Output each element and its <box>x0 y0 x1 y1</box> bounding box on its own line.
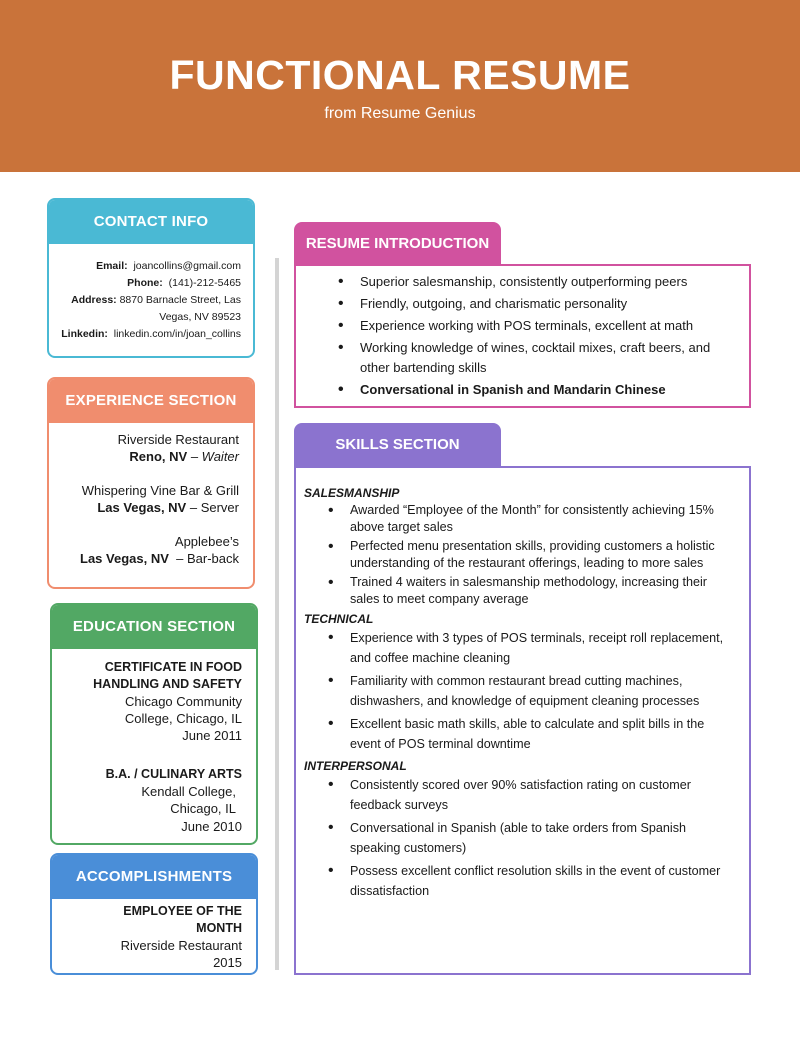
accomplishments-heading: ACCOMPLISHMENTS <box>52 855 256 899</box>
list-item: • Awarded “Employee of the Month” for consistently achieving 15% above target sales <box>296 502 749 536</box>
list-item: • Experience working with POS terminals, excellent at math <box>296 316 749 336</box>
degree-line1: B.A. / CULINARY ARTS <box>105 767 242 781</box>
linkedin-label: Linkedin: <box>61 328 108 340</box>
skill-list <box>296 628 749 754</box>
position-line <box>59 448 239 465</box>
phone-value: (141)-212-5465 <box>168 277 241 289</box>
list-item: • Working knowledge of wines, cocktail mixes, craft beers, and other bartending skills <box>296 338 749 378</box>
experience-entry <box>59 533 239 567</box>
experience-card <box>47 377 255 589</box>
contact-address-row <box>59 292 241 309</box>
role: Waiter <box>201 449 239 464</box>
skill-category-title: TECHNICAL <box>304 612 374 626</box>
award-place: Riverside Restaurant <box>120 938 242 953</box>
employer: Whispering Vine Bar & Grill <box>81 483 239 498</box>
experience-body <box>49 423 253 567</box>
experience-entry <box>59 482 239 516</box>
contact-phone-row <box>59 275 241 292</box>
location: Reno, NV <box>129 449 188 464</box>
list-item: • Familiarity with common restaurant bread cutting machines, dishwashers, and knowledge of equipment cleaning processes <box>296 671 749 711</box>
list-item: • Friendly, outgoing, and charismatic personality <box>296 294 749 314</box>
list-item: • Consistently scored over 90% satisfaction rating on customer feedback surveys <box>296 775 749 815</box>
role: Server <box>200 500 239 515</box>
skill-list <box>296 775 749 901</box>
education-entry <box>62 766 242 835</box>
award-title-line2: MONTH <box>196 921 242 935</box>
address-line2: Vegas, NV 89523 <box>159 311 241 323</box>
list-item: • Perfected menu presentation skills, providing customers a holistic understanding of the restaurant offerings, leading to more sales <box>296 538 749 572</box>
location: Las Vegas, NV <box>97 500 187 515</box>
page-title: FUNCTIONAL RESUME <box>169 52 631 98</box>
experience-heading: EXPERIENCE SECTION <box>49 379 253 423</box>
skills-box <box>294 466 751 975</box>
contact-body <box>49 244 253 343</box>
position-line <box>59 550 239 567</box>
employer: Applebee’s <box>174 534 239 549</box>
contact-linkedin-row <box>59 326 241 343</box>
list-item: • Conversational in Spanish (able to take orders from Spanish speaking customers) <box>296 818 749 858</box>
degree-line1: CERTIFICATE IN FOOD <box>104 660 242 674</box>
location: Las Vegas, NV <box>80 551 169 566</box>
skill-category-title: INTERPERSONAL <box>304 759 407 773</box>
school-line1: Chicago Community <box>124 694 242 709</box>
list-item: • Trained 4 waiters in salesmanship methodology, increasing their sales to meet company average <box>296 574 749 608</box>
skills-heading: SKILLS SECTION <box>294 423 501 467</box>
employer: Riverside Restaurant <box>117 432 239 447</box>
list-item: • Possess excellent conflict resolution skills in the event of customer dissatisfaction <box>296 861 749 901</box>
education-heading: EDUCATION SECTION <box>52 605 256 649</box>
contact-email-row <box>59 258 241 275</box>
list-item: • Experience with 3 types of POS terminals, receipt roll replacement, and coffee machine cleaning <box>296 628 749 668</box>
address-label: Address: <box>71 294 117 306</box>
degree-line2: HANDLING AND SAFETY <box>93 677 242 691</box>
separator: – <box>187 449 202 464</box>
education-entry <box>62 659 242 744</box>
education-body <box>52 649 256 835</box>
introduction-heading: RESUME INTRODUCTION <box>294 222 501 266</box>
award-title-line1: EMPLOYEE OF THE <box>123 904 242 918</box>
email-value[interactable]: joancollins@gmail.com <box>133 260 241 272</box>
separator: – <box>186 500 201 515</box>
award-year: 2015 <box>213 955 242 970</box>
contact-card <box>47 198 255 358</box>
school-line2: Chicago, IL <box>170 801 236 816</box>
experience-entry <box>59 431 239 465</box>
graduation-date: June 2011 <box>182 728 242 743</box>
list-item: • Excellent basic math skills, able to calculate and split bills in the event of POS terminal downtime <box>296 714 749 754</box>
skills-content <box>296 468 749 901</box>
skill-list <box>296 502 749 608</box>
graduation-date: June 2010 <box>181 819 242 834</box>
contact-heading: CONTACT INFO <box>49 200 253 244</box>
accomplishments-body <box>52 899 256 971</box>
accomplishments-card <box>50 853 258 975</box>
phone-label: Phone: <box>127 277 163 289</box>
skill-category-title: SALESMANSHIP <box>304 486 400 500</box>
position-line <box>59 499 239 516</box>
introduction-box <box>294 264 751 408</box>
email-label: Email: <box>96 260 128 272</box>
school-line1: Kendall College, <box>141 784 236 799</box>
list-item: • Conversational in Spanish and Mandarin Chinese <box>296 380 749 400</box>
address-line1: 8870 Barnacle Street, Las <box>119 294 241 306</box>
separator: – <box>168 551 187 566</box>
education-card <box>50 603 258 845</box>
role: Bar-back <box>186 551 239 566</box>
page-subtitle: from Resume Genius <box>324 105 476 122</box>
linkedin-value[interactable]: linkedin.com/in/joan_collins <box>113 328 241 340</box>
school-line2: College, Chicago, IL <box>124 711 242 726</box>
header-banner <box>0 0 800 172</box>
column-divider <box>275 258 279 970</box>
list-item: • Superior salesmanship, consistently outperforming peers <box>296 272 749 292</box>
introduction-list <box>296 266 749 400</box>
